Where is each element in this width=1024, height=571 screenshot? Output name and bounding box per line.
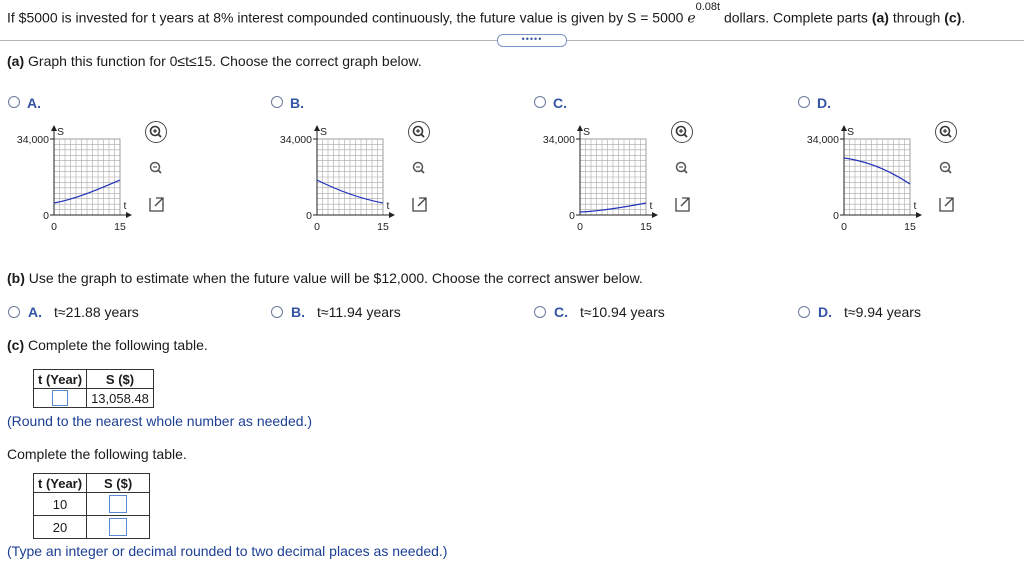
table-2-s-cell-row1 (87, 493, 150, 516)
problem-suffix: dollars. Complete parts (720, 9, 872, 26)
table-2 (33, 473, 150, 539)
y-zero-label: 0 (306, 210, 312, 222)
x-tick-label-0: 0 (841, 221, 847, 233)
x-tick-label-15: 15 (114, 221, 126, 233)
table-1-header-t: t (Year) (34, 370, 87, 389)
graph-tools (407, 120, 431, 220)
graph-option-c-radio[interactable] (534, 96, 546, 108)
x-axis-label: t (913, 200, 917, 212)
table-2-s-input-row2[interactable] (109, 518, 127, 536)
y-zero-label: 0 (43, 210, 49, 222)
graph-option-d-radio[interactable] (798, 96, 810, 108)
part-b-prompt (7, 270, 643, 286)
y-axis-label: S (847, 126, 855, 138)
x-axis-arrow (916, 212, 922, 218)
answer-option-a-radio[interactable] (8, 306, 20, 318)
answer-option-c-letter: C. (554, 304, 568, 320)
part-c-prompt-2: Complete the following table. (7, 446, 187, 462)
x-tick-label-15: 15 (377, 221, 389, 233)
part-c-label: (c) (7, 337, 25, 353)
problem-part-c-ref: (c) (944, 9, 962, 26)
y-tick-label: 34,000 (16, 134, 49, 146)
table-2-t-row2: 20 (34, 516, 87, 539)
problem-prefix: If $5000 is invested for t years at 8% interest compounded continuously, the future value is given by S = 5000 (7, 9, 688, 26)
x-axis-arrow (652, 212, 658, 218)
answer-option-a-letter: A. (28, 304, 42, 320)
zoom-in-icon[interactable] (672, 122, 693, 143)
x-axis-arrow (126, 212, 132, 218)
note-two-decimals: (Type an integer or decimal rounded to two decimal places as needed.) (7, 543, 448, 559)
graph-grid (54, 139, 120, 215)
part-a-prompt (7, 53, 422, 69)
note-round-whole: (Round to the nearest whole number as needed.) (7, 413, 313, 429)
answer-option-b-radio[interactable] (271, 306, 283, 318)
part-a-text: Graph this function for 0≤t≤15. Choose the correct graph below. (28, 53, 422, 69)
problem-through: through (888, 9, 945, 26)
x-tick-label-15: 15 (904, 221, 916, 233)
x-axis-label: t (386, 200, 390, 212)
x-tick-label-0: 0 (314, 221, 320, 233)
graph-grid (580, 139, 646, 215)
x-axis-label: t (649, 200, 653, 212)
table-2-header-t: t (Year) (34, 474, 87, 493)
table-2-t-row1: 10 (34, 493, 87, 516)
zoom-in-icon[interactable] (936, 122, 957, 143)
graph-option-b-radio[interactable] (271, 96, 283, 108)
table-1-header-s: S ($) (87, 370, 154, 389)
graph-tools (670, 120, 694, 220)
problem-period: . (961, 9, 966, 26)
graph-option-a-chart[interactable] (0, 112, 200, 242)
answer-option-a-text: t≈21.88 years (54, 304, 139, 320)
graph-grid (317, 139, 383, 215)
zoom-out-icon[interactable] (414, 163, 425, 174)
graph-option-d-letter: D. (817, 95, 831, 111)
x-axis-arrow (389, 212, 395, 218)
part-c-prompt (7, 337, 208, 353)
graph-option-a-letter: A. (27, 95, 41, 111)
y-axis-label: S (57, 126, 65, 138)
open-window-icon[interactable] (676, 198, 689, 211)
part-b-label: (b) (7, 270, 25, 286)
part-b-text: Use the graph to estimate when the future value will be $12,000. Choose the correct answer below. (28, 270, 643, 286)
zoom-out-icon[interactable] (677, 163, 688, 174)
graph-option-b-chart[interactable] (263, 112, 463, 242)
answer-option-d-radio[interactable] (798, 306, 810, 318)
y-zero-label: 0 (833, 210, 839, 222)
answer-option-c-text: t≈10.94 years (580, 304, 665, 320)
y-tick-label: 34,000 (279, 134, 312, 146)
graph-option-b-letter: B. (290, 95, 304, 111)
x-tick-label-15: 15 (640, 221, 652, 233)
graph-option-c-chart[interactable] (526, 112, 726, 242)
y-axis-label: S (583, 126, 591, 138)
table-1 (33, 369, 154, 408)
zoom-out-icon[interactable] (151, 163, 162, 174)
x-tick-label-0: 0 (577, 221, 583, 233)
graph-option-d-chart[interactable] (790, 112, 990, 242)
answer-option-c-radio[interactable] (534, 306, 546, 318)
problem-part-a-ref: (a) (871, 9, 889, 26)
table-1-s-value: 13,058.48 (87, 389, 154, 408)
table-1-t-input[interactable] (52, 390, 68, 406)
open-window-icon[interactable] (150, 198, 163, 211)
zoom-in-icon[interactable] (146, 122, 167, 143)
answer-option-b-text: t≈11.94 years (317, 304, 401, 320)
y-axis-label: S (320, 126, 328, 138)
x-tick-label-0: 0 (51, 221, 57, 233)
x-axis-label: t (123, 200, 127, 212)
graph-option-c-letter: C. (553, 95, 567, 111)
expand-button[interactable]: ••••• (497, 34, 567, 47)
answer-option-d-text: t≈9.94 years (844, 304, 921, 320)
problem-exponent: 0.08t (695, 1, 721, 13)
answer-option-b-letter: B. (291, 304, 305, 320)
open-window-icon[interactable] (940, 198, 953, 211)
y-tick-label: 34,000 (542, 134, 575, 146)
graph-option-a-radio[interactable] (8, 96, 20, 108)
open-window-icon[interactable] (413, 198, 426, 211)
part-c-text: Complete the following table. (28, 337, 208, 353)
y-tick-label: 34,000 (806, 134, 839, 146)
answer-option-d-letter: D. (818, 304, 832, 320)
part-a-label: (a) (7, 53, 25, 69)
table-2-s-input-row1[interactable] (109, 495, 127, 513)
problem-statement (7, 1, 966, 27)
table-1-t-cell (34, 389, 87, 408)
graph-tools (934, 120, 958, 220)
problem-e: e (687, 10, 696, 27)
table-2-s-cell-row2 (87, 516, 150, 539)
zoom-out-icon[interactable] (941, 163, 952, 174)
y-zero-label: 0 (569, 210, 575, 222)
graph-grid (844, 139, 910, 215)
table-2-header-s: S ($) (87, 474, 150, 493)
graph-tools (144, 120, 168, 220)
zoom-in-icon[interactable] (409, 122, 430, 143)
